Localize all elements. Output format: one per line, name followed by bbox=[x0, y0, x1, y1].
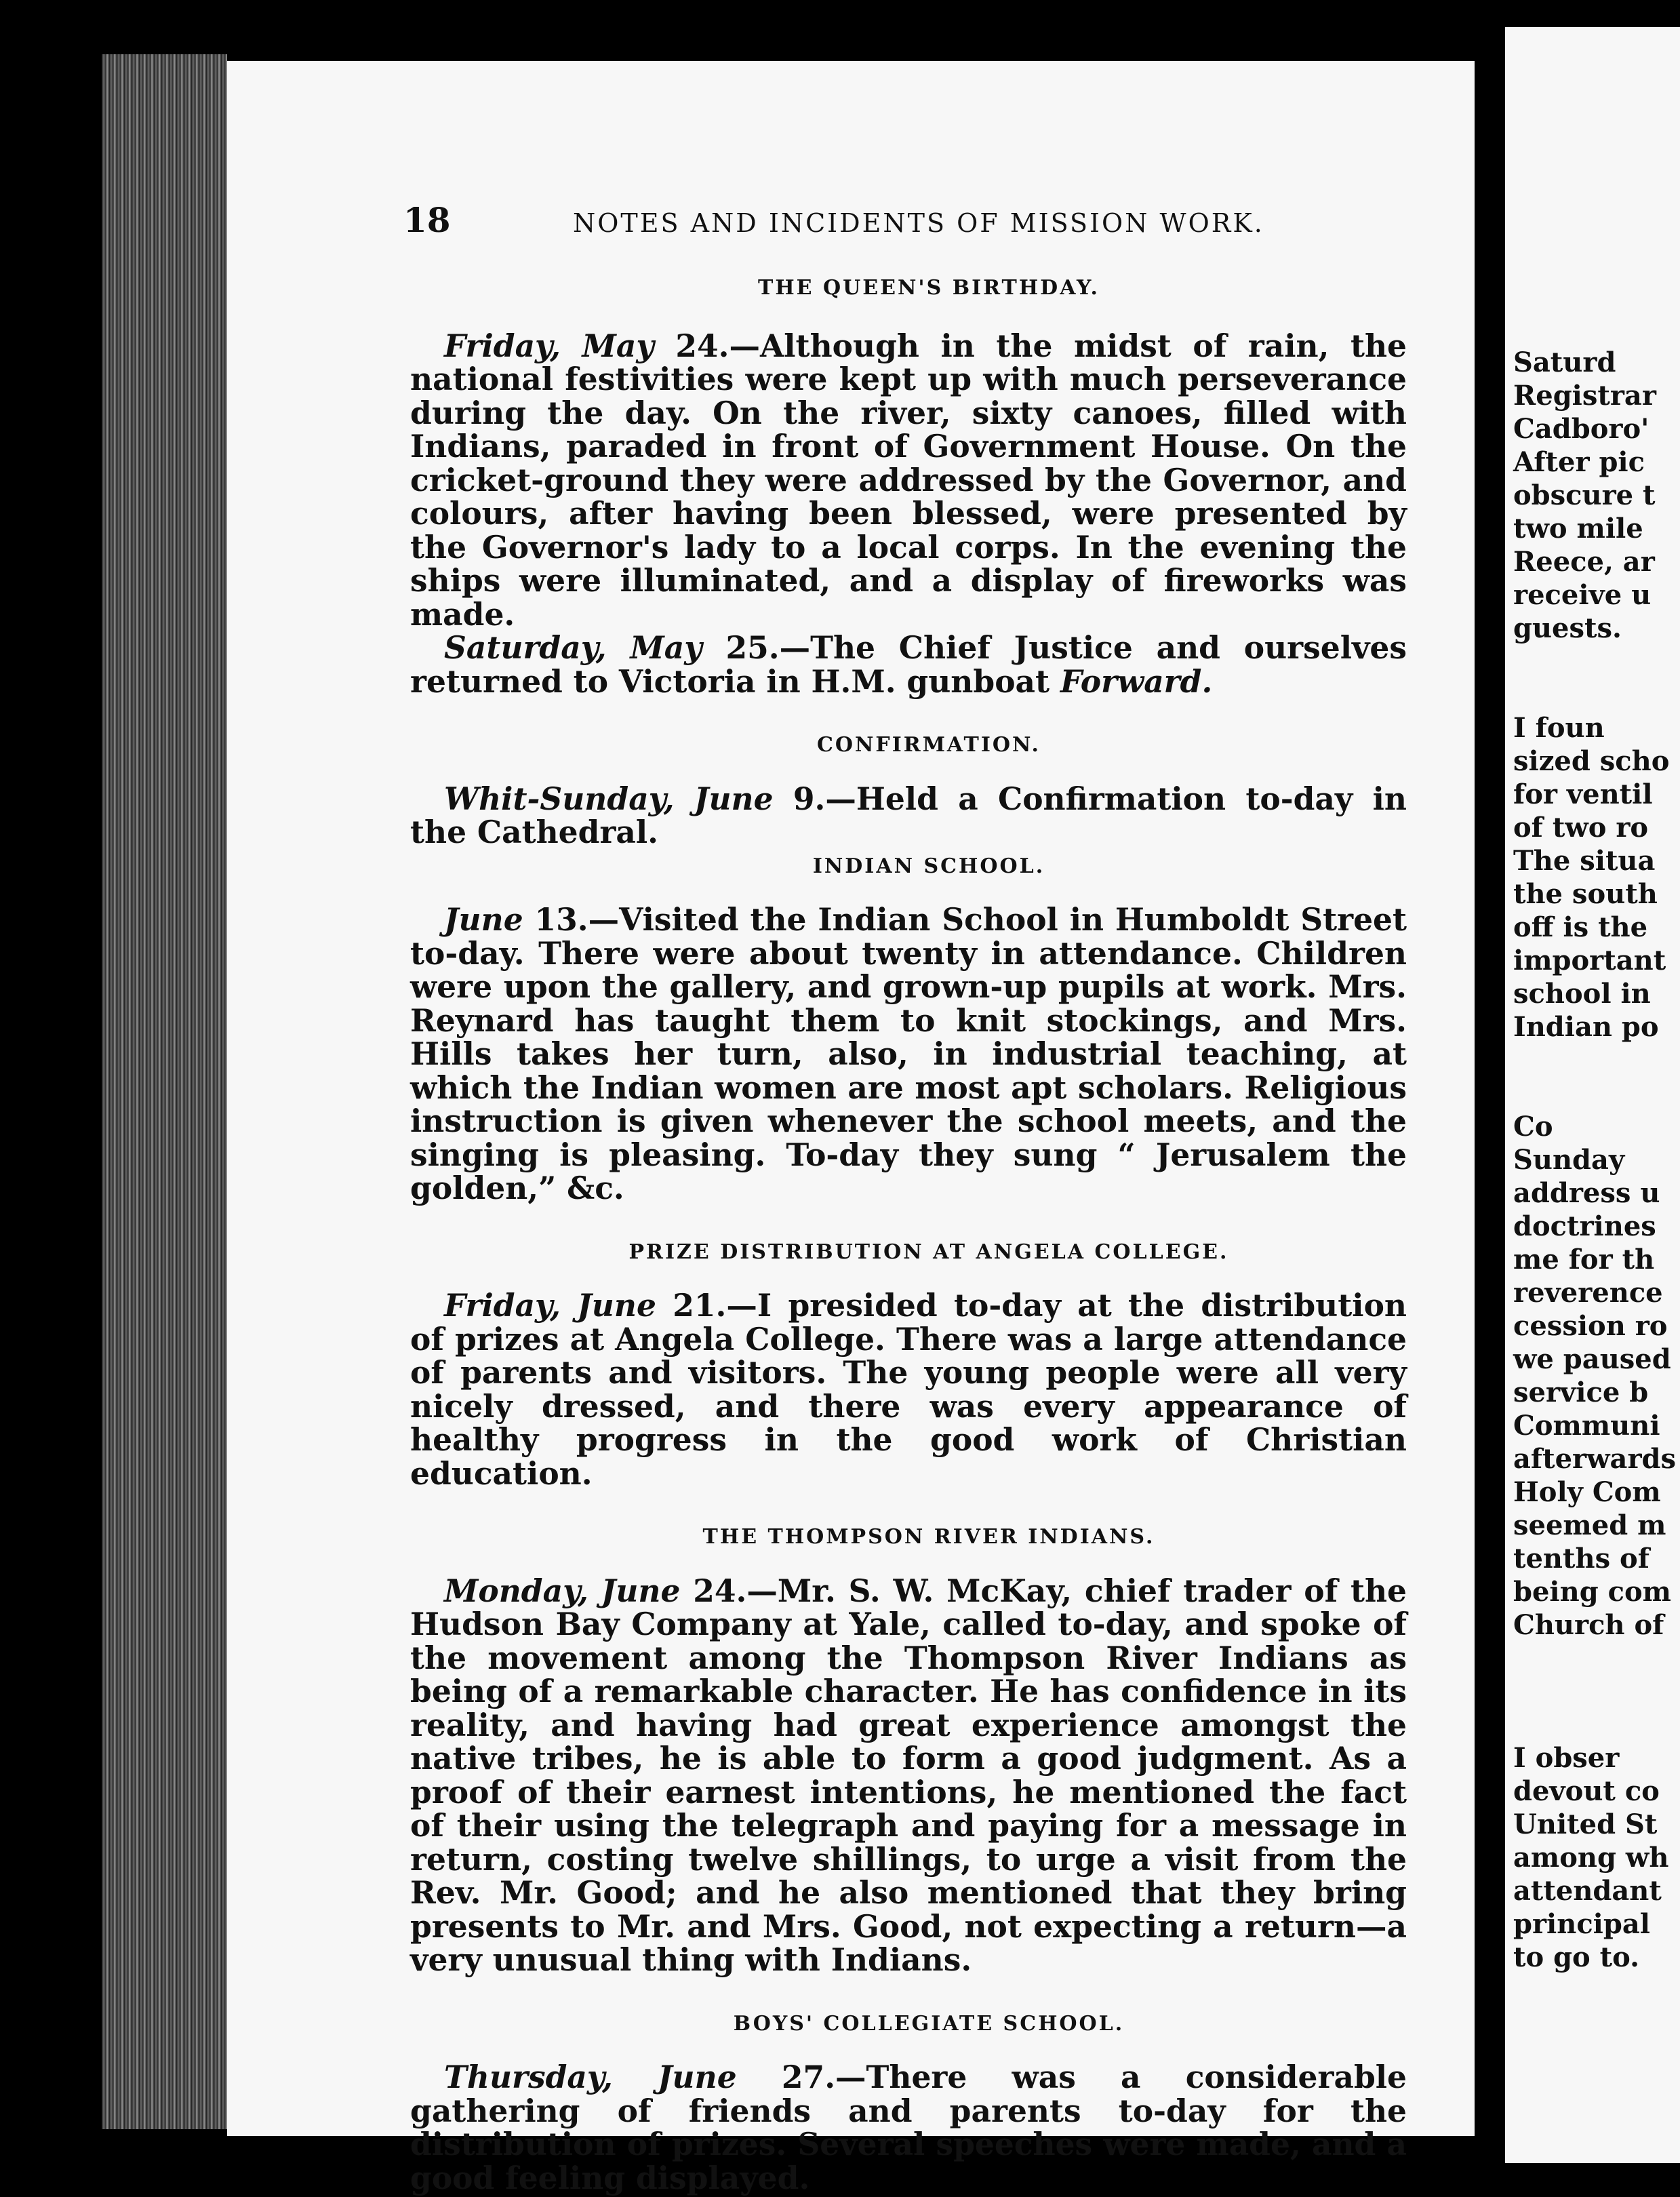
right-page-text-fragments bbox=[1513, 346, 1680, 1974]
right-page-line: Saturd bbox=[1513, 347, 1616, 378]
right-page-line bbox=[1513, 1077, 1680, 1110]
right-page-line: seemed m bbox=[1513, 1509, 1666, 1541]
paragraph: Monday, June 24.—Mr. S. W. McKay, chief trader of the Hudson Bay Company at Yale, called to-day, and spoke of the movement among the Thompson River Indians as being of a remarkable character. He has confidence in its reality, and having had great experience amongst the native tribes, he is able to form a good judgment. As a proof of their earnest intentions, he mentioned the fact of their using the telegraph and paying for a message in return, costing twelve shillings, to urge a visit from the Rev. Mr. Good; and he also mentioned that they bring presents to Mr. and Mrs. Good, not expecting a return—a very unusual thing with Indians. bbox=[410, 1572, 1407, 1978]
right-page-line: Church of bbox=[1513, 1609, 1664, 1641]
right-page-line bbox=[1513, 1708, 1680, 1741]
running-title: NOTES AND INCIDENTS OF MISSION WORK. bbox=[573, 208, 1264, 238]
right-page-line: I obser bbox=[1513, 1742, 1620, 1774]
right-page-line: guests. bbox=[1513, 612, 1622, 644]
entry-date: Monday, June bbox=[444, 1572, 681, 1609]
paragraph: Thursday, June 27.—There was a considerable gathering of friends and parents to-day for the distribution of prizes. Several speeches were made, and a good feeling displayed. bbox=[410, 2059, 1407, 2196]
ship-name: Forward. bbox=[1060, 662, 1213, 700]
right-page-line: off is the bbox=[1513, 911, 1648, 943]
right-page-line: of two ro bbox=[1513, 812, 1649, 844]
right-page-line: Holy Com bbox=[1513, 1476, 1661, 1508]
right-page-line: doctrines bbox=[1513, 1210, 1656, 1242]
entry-date: Friday, June bbox=[444, 1287, 656, 1324]
right-page-line: principal bbox=[1513, 1908, 1650, 1940]
right-page-line: reverence bbox=[1513, 1277, 1663, 1309]
paragraph: Saturday, May 25.—The Chief Justice and ourselves returned to Victoria in H.M. gunboat Forward. bbox=[410, 629, 1407, 700]
right-page-line: obscure t bbox=[1513, 479, 1656, 511]
right-page-line: Co bbox=[1513, 1111, 1553, 1143]
right-page-line bbox=[1513, 678, 1680, 711]
entry-date: Thursday, June bbox=[444, 2059, 737, 2095]
section-heading: THE THOMPSON RIVER INDIANS. bbox=[702, 1525, 1155, 1549]
paragraph: Friday, June 21.—I presided to-day at the distribution of prizes at Angela College. There was a large attendance of parents and visitors. The young people were all very nicely dressed, and there was every appearance of healthy progress in the good work of Christian education. bbox=[410, 1287, 1407, 1492]
paragraph: June 13.—Visited the Indian School in Humboldt Street to-day. There were about twenty in attendance. Children were upon the gallery, and grown-up pupils at work. Mrs. Reynard has taught them to knit stockings, and Mrs. Hills takes her turn, also, in industrial teaching, at which the Indian women are most apt scholars. Religious instruction is given whenever the school meets, and the singing is pleasing. To-day they sung “ Jerusalem the golden,” &c. bbox=[410, 901, 1407, 1206]
right-page-line: being com bbox=[1513, 1576, 1671, 1608]
right-page-line: sized scho bbox=[1513, 745, 1670, 777]
right-page-line: devout co bbox=[1513, 1775, 1660, 1807]
section-heading: CONFIRMATION. bbox=[817, 733, 1041, 757]
right-page-line bbox=[1513, 1642, 1680, 1675]
entry-date: Saturday, May bbox=[444, 629, 702, 666]
entry-date: Whit-Sunday, June bbox=[444, 780, 774, 817]
paragraph: Friday, May 24.—Although in the midst of rain, the national festivities were kept up with much perseverance during the day. On the river, sixty canoes, filled with Indians, paraded in front of Government House. On the cricket-ground they were addressed by the Governor, and colours, after having been blessed, were presented by the Governor's lady to a local corps. In the evening the ships were illuminated, and a display of fireworks was made. bbox=[410, 327, 1407, 633]
right-page-line: address u bbox=[1513, 1177, 1660, 1209]
right-page-line: Indian po bbox=[1513, 1011, 1659, 1043]
right-page-line: we paused bbox=[1513, 1343, 1671, 1375]
right-page-line: cession ro bbox=[1513, 1310, 1668, 1342]
right-page-line: the south bbox=[1513, 878, 1658, 910]
right-page-line bbox=[1513, 1675, 1680, 1708]
right-page-line: to go to. bbox=[1513, 1941, 1640, 1973]
paragraph: Whit-Sunday, June 9.—Held a Confirmation to-day in the Cathedral. bbox=[410, 780, 1407, 850]
right-page-line: among wh bbox=[1513, 1842, 1669, 1874]
right-page-line: for ventil bbox=[1513, 778, 1653, 810]
right-page-line: important bbox=[1513, 945, 1666, 976]
section-heading: BOYS' COLLEGIATE SCHOOL. bbox=[733, 2011, 1125, 2036]
right-page-line: The situa bbox=[1513, 845, 1656, 877]
section-heading: PRIZE DISTRIBUTION AT ANGELA COLLEGE. bbox=[628, 1240, 1229, 1264]
right-page-line: afterwards bbox=[1513, 1443, 1677, 1475]
right-page bbox=[1505, 27, 1680, 2163]
right-page-line: I foun bbox=[1513, 712, 1605, 744]
book-page-edges bbox=[102, 54, 227, 2129]
right-page-line: me for th bbox=[1513, 1244, 1655, 1275]
right-page-line: attendant bbox=[1513, 1875, 1662, 1907]
right-page-line: Communi bbox=[1513, 1410, 1660, 1442]
right-page-line: Registrar bbox=[1513, 380, 1656, 412]
right-page-line: service b bbox=[1513, 1377, 1649, 1408]
right-page-line: United St bbox=[1513, 1808, 1658, 1840]
right-page-line: Reece, ar bbox=[1513, 546, 1655, 578]
right-page-line bbox=[1513, 645, 1680, 678]
section-heading: THE QUEEN'S BIRTHDAY. bbox=[758, 276, 1100, 300]
entry-date: June bbox=[444, 901, 523, 938]
right-page-line: two mile bbox=[1513, 513, 1643, 545]
entry-date: Friday, May bbox=[444, 327, 654, 364]
right-page-line: Cadboro' bbox=[1513, 413, 1649, 445]
section-heading: INDIAN SCHOOL. bbox=[812, 854, 1045, 878]
right-page-line bbox=[1513, 1044, 1680, 1077]
right-page-line: receive u bbox=[1513, 579, 1652, 611]
right-page-line: Sunday bbox=[1513, 1144, 1625, 1176]
running-head bbox=[403, 200, 1434, 254]
right-page-line: tenths of bbox=[1513, 1543, 1649, 1575]
right-page-line: After pic bbox=[1513, 446, 1645, 478]
book-gutter bbox=[1475, 27, 1505, 2183]
page-number: 18 bbox=[403, 200, 451, 240]
right-page-line: school in bbox=[1513, 978, 1651, 1010]
page-body bbox=[410, 271, 1407, 2195]
